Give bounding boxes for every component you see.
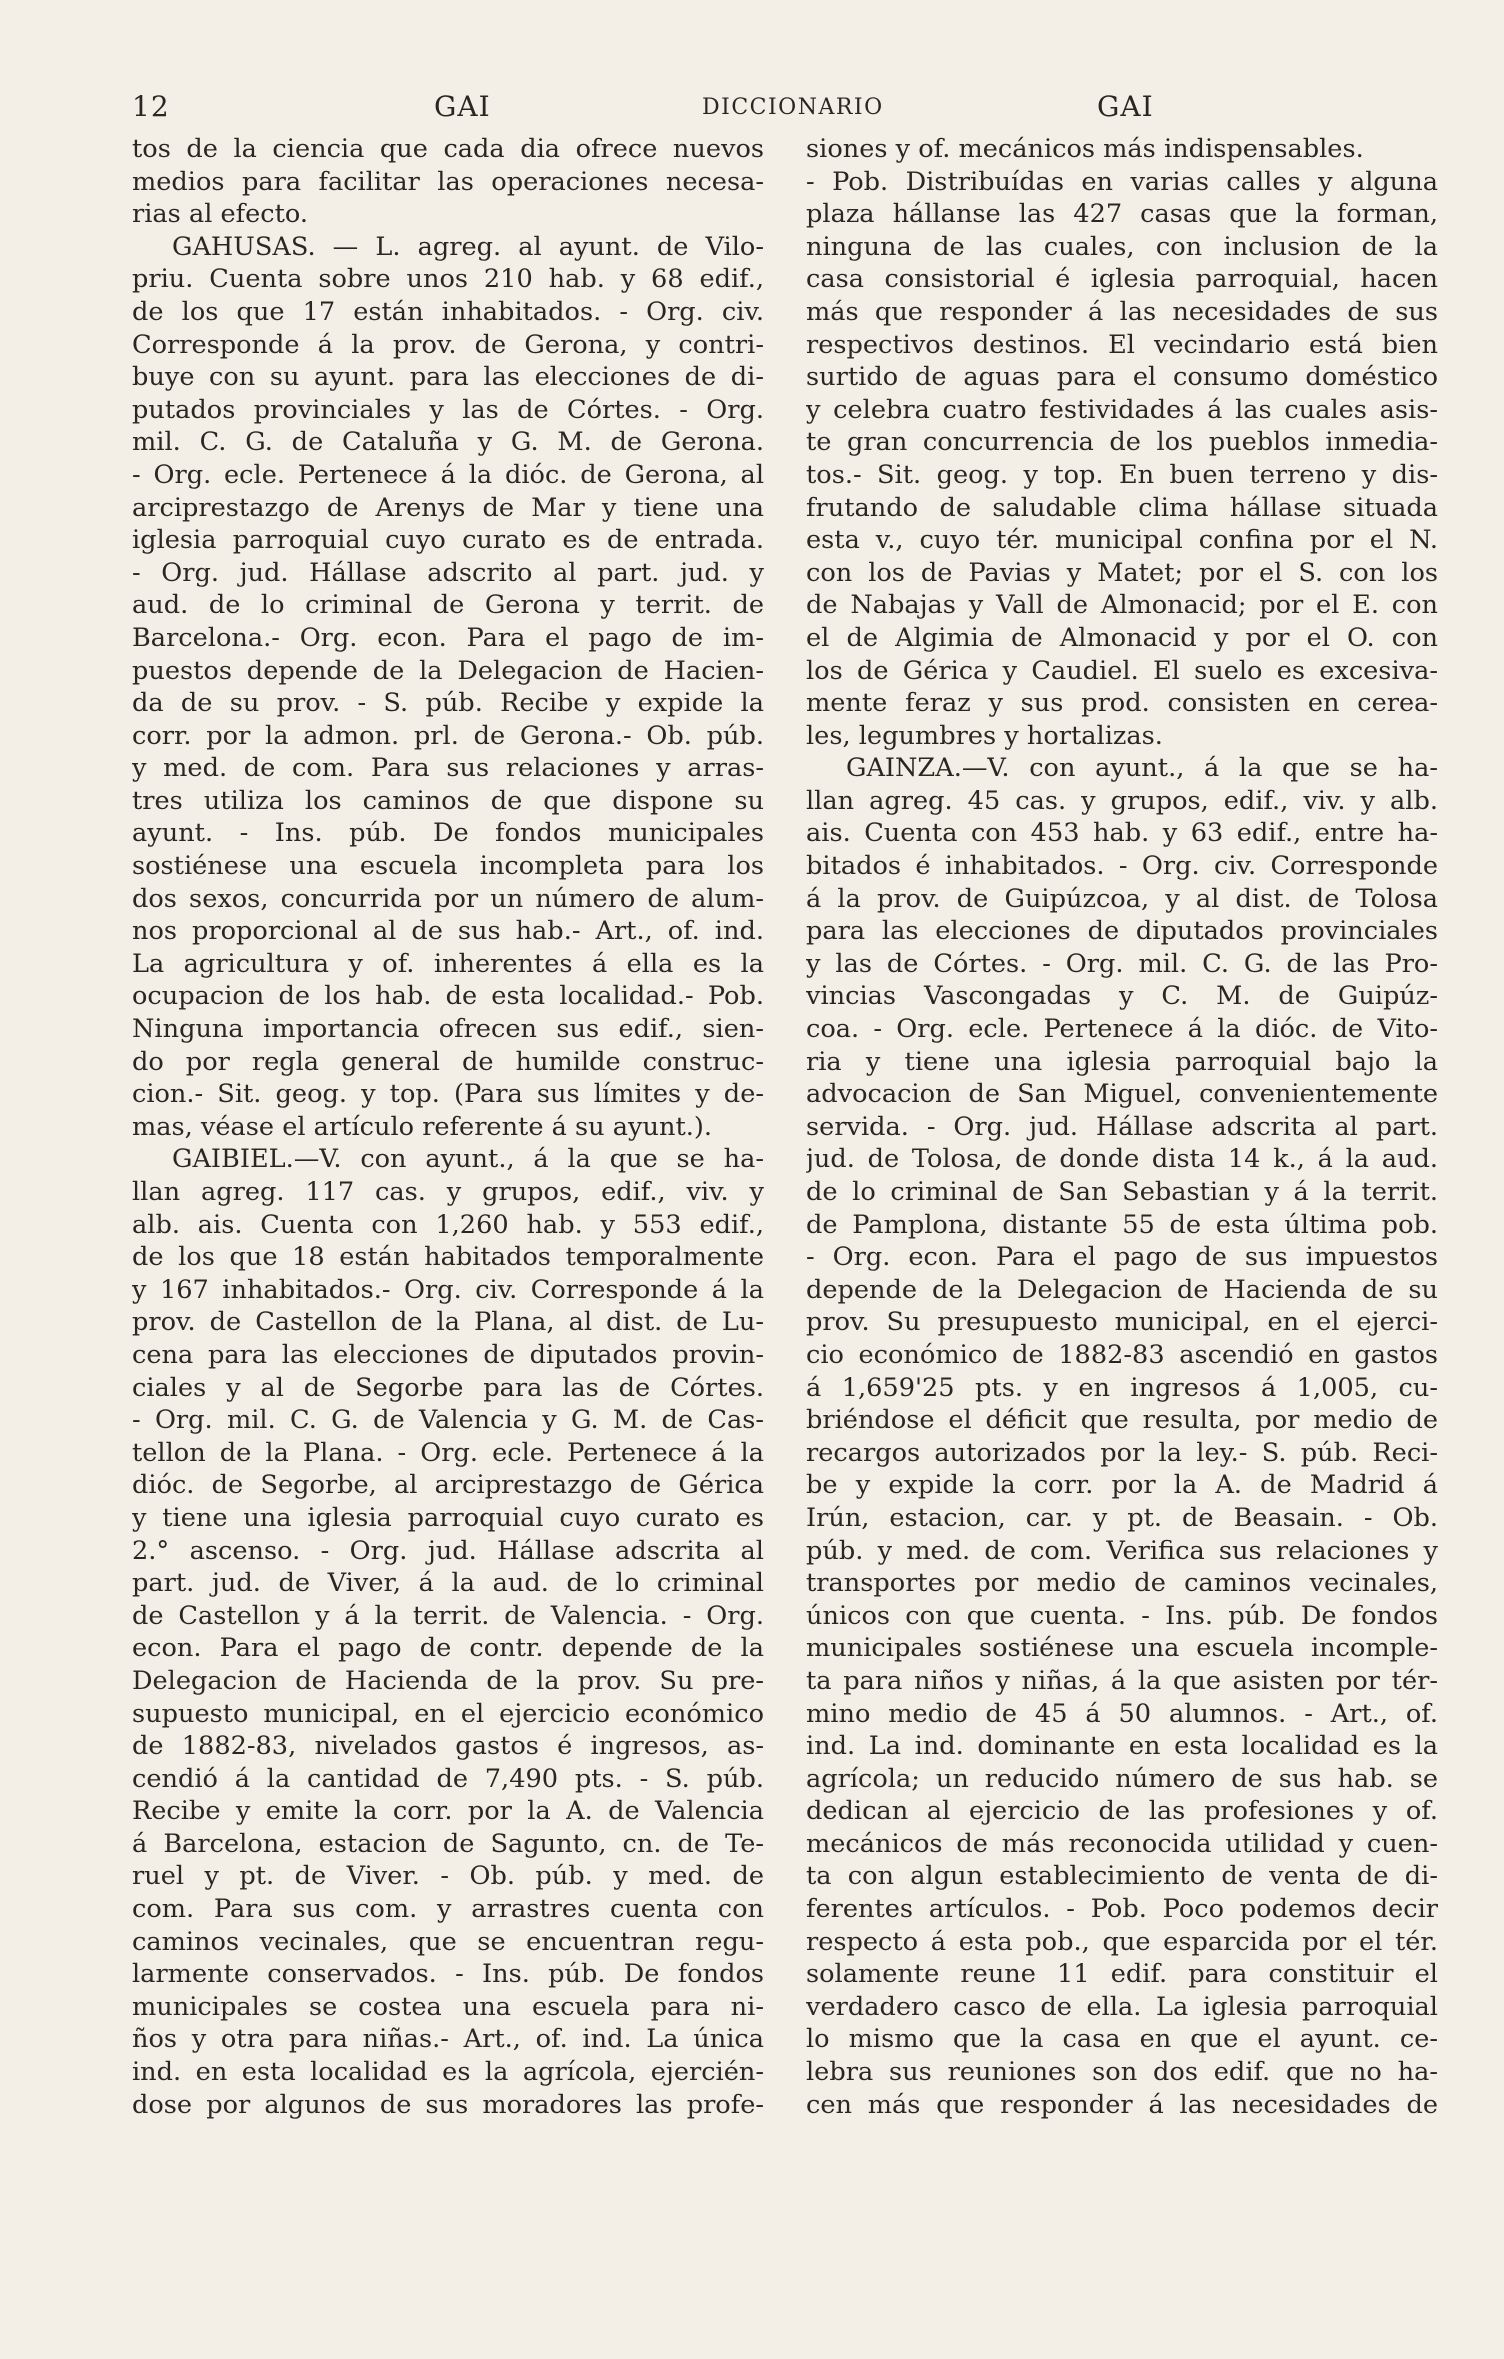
text-line: coa. - Org. ecle. Pertenece á la dióc. de Vito- [806,1014,1438,1045]
text-line: ayunt. - Ins. púb. De fondos municipales [132,818,764,849]
text-line: dedican al ejercicio de las profesiones y of. [806,1796,1438,1827]
text-line: sostiénese una escuela incompleta para los [132,851,764,882]
text-line: Corresponde á la prov. de Gerona, y contri- [132,329,764,360]
text-line: ruel y pt. de Viver. - Ob. púb. y med. de [132,1861,764,1892]
text-line: aud. de lo criminal de Gerona y territ. de [132,590,764,621]
text-line: supuesto municipal, en el ejercicio económico [132,1698,764,1729]
text-line: prov. Su presupuesto municipal, en el ejerci- [806,1307,1438,1338]
left-running-head: GAI [434,90,491,123]
text-line: tos.- Sit. geog. y top. En buen terreno y dis- [806,459,1438,490]
text-line: cena para las elecciones de diputados provin- [132,1339,764,1370]
text-line: plaza hállanse las 427 casas que la forman, [806,199,1438,230]
text-line: ninguna de las cuales, con inclusion de la [806,231,1438,262]
text-line: larmente conservados. - Ins. púb. De fondos [132,1959,764,1990]
text-line: municipales se costea una escuela para ni- [132,1991,764,2022]
text-line: de Nabajas y Vall de Almonacid; por el E. con [806,590,1438,621]
text-line: respectivos destinos. El vecindario está bien [806,329,1438,360]
text-line: y tiene una iglesia parroquial cuyo curato es [132,1502,764,1533]
text-line: puestos depende de la Delegacion de Hacien- [132,655,764,686]
text-line: y 167 inhabitados.- Org. civ. Corresponde á la [132,1274,764,1305]
text-line: arciprestazgo de Arenys de Mar y tiene una [132,492,764,523]
text-line: municipales sostiénese una escuela incomple- [806,1633,1438,1664]
text-line: dióc. de Segorbe, al arciprestazgo de Gérica [132,1470,764,1501]
text-line: GAHUSAS. — L. agreg. al ayunt. de Vilo- [172,231,764,262]
text-line: de 1882-83, nivelados gastos é ingresos, as- [132,1731,764,1762]
text-line: á 1,659'25 pts. y en ingresos á 1,005, cu- [806,1372,1438,1403]
text-line: agrícola; un reducido número de sus hab. se [806,1763,1438,1794]
text-line: mas, véase el artículo referente á su ayunt.). [132,1111,712,1142]
text-line: de Pamplona, distante 55 de esta última pob. [806,1209,1438,1240]
text-line: tos de la ciencia que cada dia ofrece nuevos [132,134,764,164]
text-line: les, legumbres y hortalizas. [806,720,1163,751]
text-line: rias al efecto. [132,199,309,230]
text-line: econ. Para el pago de contr. depende de la [132,1633,764,1664]
text-line: transportes por medio de caminos vecinales, [806,1568,1438,1599]
left-text-column [132,133,764,2121]
text-line: priu. Cuenta sobre unos 210 hab. y 68 edif., [132,264,764,295]
text-line: Irún, estacion, car. y pt. de Beasain. - Ob. [806,1502,1438,1533]
text-line: esta v., cuyo tér. municipal confina por el N. [806,525,1438,556]
text-line: alb. ais. Cuenta con 1,260 hab. y 553 edif., [132,1209,764,1240]
text-line: siones y of. mecánicos más indispensables. [806,134,1364,164]
text-line: solamente reune 11 edif. para constituir el [806,1959,1438,1990]
text-line: con los de Pavias y Matet; por el S. con los [806,557,1438,588]
text-line: ciales y al de Segorbe para las de Córtes. [132,1372,764,1403]
text-line: mente feraz y sus prod. consisten en cerea- [806,688,1438,719]
text-line: La agricultura y of. inherentes á ella es la [132,948,764,979]
text-line: ais. Cuenta con 453 hab. y 63 edif., entre ha- [806,818,1438,849]
text-line: nos proporcional al de sus hab.- Art., of. ind. [132,916,764,947]
text-line: com. Para sus com. y arrastres cuenta con [132,1894,764,1925]
text-line: Barcelona.- Org. econ. Para el pago de im- [132,622,764,653]
text-line: ños y otra para niñas.- Art., of. ind. La única [132,2024,764,2055]
right-running-head: GAI [1097,90,1154,123]
text-line: - Pob. Distribuídas en varias calles y alguna [806,166,1438,197]
text-line: do por regla general de humilde construc- [132,1046,764,1077]
text-line: ta para niños y niñas, á la que asisten por tér- [806,1665,1438,1696]
text-line: - Org. econ. Para el pago de sus impuestos [806,1242,1438,1273]
text-line: mino medio de 45 á 50 alumnos. - Art., of. [806,1698,1438,1729]
text-line: para las elecciones de diputados provinciales [806,916,1438,947]
text-line: Delegacion de Hacienda de la prov. Su pre- [132,1665,764,1696]
text-line: 2.° ascenso. - Org. jud. Hállase adscrita al [132,1535,764,1566]
text-line: lebra sus reuniones son dos edif. que no ha- [806,2057,1438,2088]
text-line: verdadero casco de ella. La iglesia parroquial [806,1991,1438,2022]
text-line: tres utiliza los caminos de que dispone su [132,785,764,816]
text-line: vincias Vascongadas y C. M. de Guipúz- [806,981,1438,1012]
text-line: - Org. jud. Hállase adscrito al part. jud. y [132,557,764,588]
text-line: surtido de aguas para el consumo doméstico [806,362,1438,393]
text-line: lo mismo que la casa en que el ayunt. ce- [806,2024,1438,2055]
text-line: - Org. mil. C. G. de Valencia y G. M. de Cas- [132,1405,764,1436]
text-line: da de su prov. - S. púb. Recibe y expide la [132,688,764,719]
text-line: cio económico de 1882-83 ascendió en gastos [806,1339,1438,1370]
text-line: iglesia parroquial cuyo curato es de entrada. [132,525,764,556]
text-line: putados provinciales y las de Córtes. - Org. [132,394,764,425]
text-line: ind. La ind. dominante en esta localidad es la [806,1731,1438,1762]
text-line: llan agreg. 117 cas. y grupos, edif., viv. y [132,1177,764,1207]
text-line: mecánicos de más reconocida utilidad y cuen- [806,1828,1438,1859]
text-line: ind. en esta localidad es la agrícola, ejercién- [132,2057,764,2088]
text-line: medios para facilitar las operaciones necesa- [132,166,764,197]
text-line: y celebra cuatro festividades á las cuales asis- [806,394,1438,425]
text-line: - Org. ecle. Pertenece á la dióc. de Gerona, al [132,459,764,490]
page-header [132,90,1432,130]
text-line: únicos con que cuenta. - Ins. púb. De fondos [806,1600,1438,1631]
text-line: y med. de com. Para sus relaciones y arras- [132,753,764,784]
text-line: de lo criminal de San Sebastian y á la territ. [806,1177,1438,1207]
text-line: el de Algimia de Almonacid y por el O. con [806,622,1438,653]
text-line: de los que 18 están habitados temporalmente [132,1242,764,1273]
text-line: púb. y med. de com. Verifica sus relaciones y [806,1535,1438,1566]
text-line: recargos autorizados por la ley.- S. púb. Reci- [806,1437,1438,1468]
text-line: á la prov. de Guipúzcoa, y al dist. de Tolosa [806,883,1438,914]
text-line: cion.- Sit. geog. y top. (Para sus límites y de- [132,1079,764,1110]
text-line: llan agreg. 45 cas. y grupos, edif., viv. y alb. [806,785,1438,816]
text-line: corr. por la admon. prl. de Gerona.- Ob. púb. [132,720,764,751]
text-line: briéndose el déficit que resulta, por medio de [806,1405,1438,1436]
text-line: cendió á la cantidad de 7,490 pts. - S. púb. [132,1763,764,1794]
text-line: advocacion de San Miguel, convenientemente [806,1079,1438,1110]
text-line: los de Gérica y Caudiel. El suelo es excesiva- [806,655,1438,686]
text-line: á Barcelona, estacion de Sagunto, cn. de Te- [132,1828,764,1859]
text-line: casa consistorial é iglesia parroquial, hacen [806,264,1438,295]
text-line: ocupacion de los hab. de esta localidad.- Pob. [132,981,764,1012]
text-line: Ninguna importancia ofrecen sus edif., sien- [132,1014,764,1045]
text-line: Recibe y emite la corr. por la A. de Valencia [132,1796,764,1827]
text-line: dos sexos, concurrida por un número de alum- [132,883,764,914]
text-line: tellon de la Plana. - Org. ecle. Pertenece á la [132,1437,764,1468]
text-line: dose por algunos de sus moradores las profe- [132,2089,764,2120]
text-line: servida. - Org. jud. Hállase adscrita al part. [806,1111,1438,1142]
text-line: part. jud. de Viver, á la aud. de lo criminal [132,1568,764,1599]
text-line: GAIBIEL.—V. con ayunt., á la que se ha- [172,1144,764,1175]
text-line: ria y tiene una iglesia parroquial bajo la [806,1046,1438,1077]
text-line: buye con su ayunt. para las elecciones de di- [132,362,764,393]
text-line: be y expide la corr. por la A. de Madrid á [806,1470,1438,1501]
dictionary-title: DICCIONARIO [702,95,884,120]
text-line: frutando de saludable clima hállase situada [806,492,1438,523]
text-line: caminos vecinales, que se encuentran regu- [132,1926,764,1957]
text-line: depende de la Delegacion de Hacienda de su [806,1274,1438,1305]
text-line: jud. de Tolosa, de donde dista 14 k., á la aud. [806,1144,1438,1175]
page-number: 12 [132,90,170,123]
text-line: de los que 17 están inhabitados. - Org. civ. [132,296,764,327]
text-line: GAINZA.—V. con ayunt., á la que se ha- [846,753,1438,784]
text-line: respecto á esta pob., que esparcida por el tér. [806,1926,1438,1957]
text-line: bitados é inhabitados. - Org. civ. Corresponde [806,851,1438,882]
text-line: más que responder á las necesidades de sus [806,296,1438,327]
right-text-column [806,133,1438,2121]
text-line: mil. C. G. de Cataluña y G. M. de Gerona. [132,427,764,458]
text-line: prov. de Castellon de la Plana, al dist. de Lu- [132,1307,764,1338]
text-line: cen más que responder á las necesidades de [806,2089,1438,2120]
text-line: y las de Córtes. - Org. mil. C. G. de las Pro- [806,948,1438,979]
text-line: te gran concurrencia de los pueblos inmedia- [806,427,1438,458]
text-line: de Castellon y á la territ. de Valencia. - Org. [132,1600,764,1631]
text-line: ferentes artículos. - Pob. Poco podemos decir [806,1894,1438,1925]
text-line: ta con algun establecimiento de venta de di- [806,1861,1438,1892]
